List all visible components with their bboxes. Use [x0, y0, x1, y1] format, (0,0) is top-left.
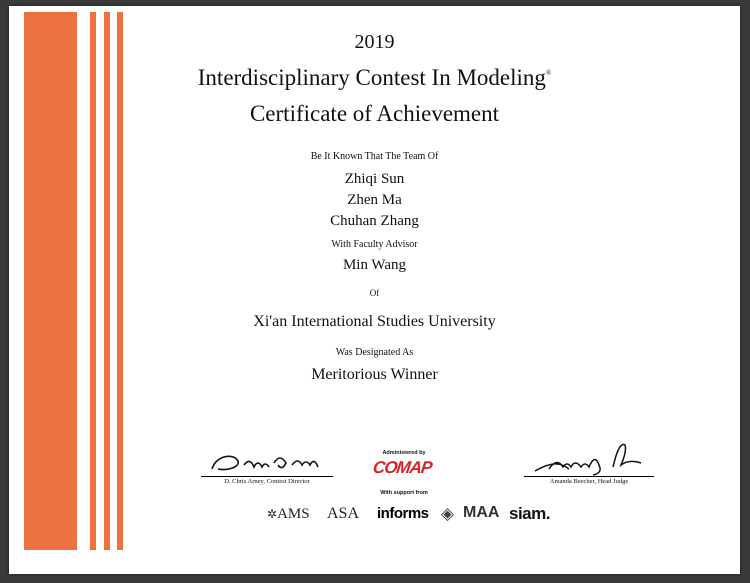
maa-logo-text: MAA: [463, 504, 500, 521]
informs-logo: informs: [377, 505, 429, 522]
comap-logo: COMAP: [371, 458, 433, 477]
judge-signature: [529, 441, 659, 477]
siam-logo: siam.: [509, 504, 550, 523]
stripe-1: [90, 12, 96, 550]
maa-logo: [441, 503, 506, 525]
stripe-wide: [24, 12, 77, 550]
team-member-1: Zhiqi Sun: [344, 171, 405, 187]
ams-star-icon: ✲: [267, 507, 278, 521]
support-from-label: With support from: [380, 490, 428, 496]
ams-logo: [267, 506, 310, 523]
ams-logo-text: AMS: [277, 506, 310, 522]
designation-intro: Was Designated As: [335, 347, 414, 358]
judge-signature-line: [524, 476, 654, 477]
director-signature: [204, 449, 334, 477]
registered-mark: ®: [545, 69, 552, 77]
advisor-intro: With Faculty Advisor: [331, 239, 418, 250]
maa-emblem-icon: ◈: [441, 504, 455, 523]
certificate-year: 2019: [354, 31, 395, 53]
advisor-name: Min Wang: [342, 257, 407, 273]
certificate-page: [9, 6, 740, 574]
contest-name: Interdisciplinary Contest In Modeling: [197, 65, 546, 90]
contest-title: [9, 65, 740, 91]
institution-name: Xi'an International Studies University: [253, 313, 496, 330]
director-caption: D. Chris Arney, Contest Director: [224, 478, 310, 485]
administered-by-label: Administered by: [382, 450, 426, 456]
stripe-3: [117, 12, 123, 550]
team-intro: Be It Known That The Team Of: [310, 151, 439, 162]
certificate-title: Certificate of Achievement: [249, 101, 500, 126]
asa-logo: ASA: [327, 505, 360, 522]
of-label: Of: [369, 288, 380, 298]
team-member-3: Chuhan Zhang: [330, 213, 419, 229]
stripe-2: [104, 12, 110, 550]
designation: Meritorious Winner: [311, 366, 438, 383]
director-signature-line: [201, 476, 333, 477]
judge-caption: Amanda Beecher, Head Judge: [549, 478, 629, 485]
team-member-2: Zhen Ma: [347, 192, 402, 208]
